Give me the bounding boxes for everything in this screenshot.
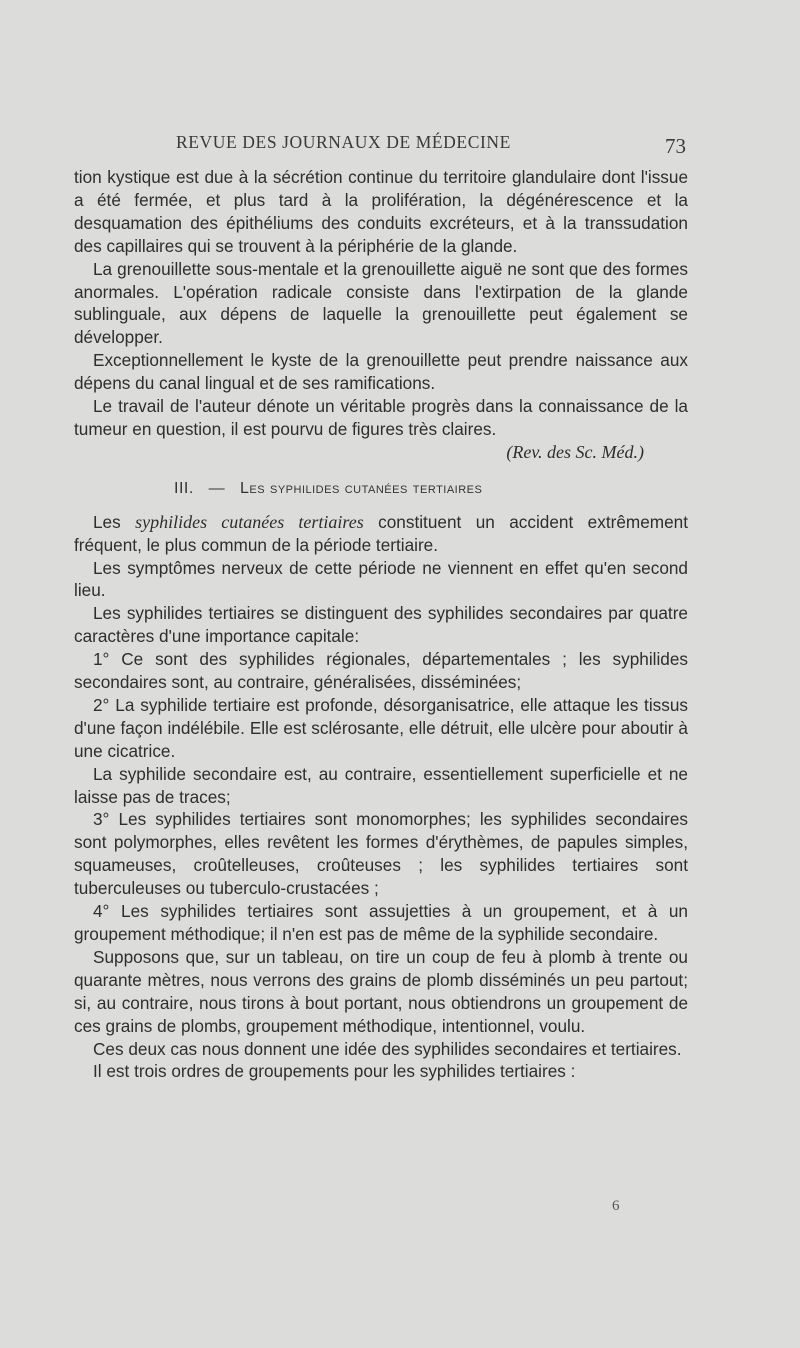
paragraph: Les syphilides tertiaires se distinguent des syphilides secondaires par quatre caractères d'une importance capitale: — [74, 603, 688, 647]
paragraph: Supposons que, sur un tableau, on tire un coup de feu à plomb à trente ou quarante mètres, nous verrons des grains de plomb disséminés un peu partout; si, au contraire, nous tirons à bout portant, nous obtiendrons un groupement de ces grains de plombs, groupement méthodique, intentionnel, voulu. — [74, 946, 688, 1036]
paragraph: tion kystique est due à la sécrétion continue du territoire glandulaire dont l'issue a été fermée, et plus tard à la prolifération, la dégénérescence et la desquamation des épithéliums des conduits excréteurs, et à la transsudation des capillaires qui se trouvent à la périphérie de la glande. — [74, 167, 688, 256]
text-run: constituent un accident extrêmement fréquent, le plus commun de la période tertiaire. — [74, 511, 688, 555]
section-heading — [74, 478, 688, 501]
paragraph: 3° Les syphilides tertiaires sont monomorphes; les syphilides secondaires sont polymorphes, elles revêtent les formes d'érythèmes, de papules simples, squameuses, croûtelleuses, croûteuses ; les syphilides tertiaires sont tuberculeuses ou tuberculo-crustacées ; — [74, 809, 688, 899]
citation: (Rev. des Sc. Méd.) — [506, 441, 644, 462]
body-text — [74, 166, 688, 1083]
section-dash: — — [208, 479, 226, 497]
running-title: REVUE DES JOURNAUX DE MÉDECINE — [176, 132, 511, 152]
paragraph: La grenouillette sous-mentale et la grenouillette aiguë ne sont que des formes anormales. L'opération radicale consiste dans l'extirpation de la glande sublinguale, aux dépens de laquelle la grenouillette peut également se développer. — [74, 258, 688, 348]
page-header — [74, 132, 690, 162]
section-title: Les syphilides cutanées tertiaires — [239, 479, 483, 497]
paragraph: La syphilide secondaire est, au contraire, essentiellement superficielle et ne laisse pas de traces; — [74, 763, 688, 807]
paragraph: Les symptômes nerveux de cette période ne viennent en effet qu'en second lieu. — [74, 557, 688, 601]
page-number: 73 — [665, 134, 686, 158]
paragraph: 4° Les syphilides tertiaires sont assujetties à un groupement, et à un groupement méthodique; il n'en est pas de même de la syphilide secondaire. — [74, 901, 688, 944]
paragraph: Exceptionnellement le kyste de la grenouillette peut prendre naissance aux dépens du canal lingual et de ses ramifications. — [74, 350, 688, 394]
paragraph — [74, 511, 688, 557]
paragraph: Il est trois ordres de groupements pour les syphilides tertiaires : — [93, 1061, 576, 1082]
signature-mark: 6 — [612, 1198, 620, 1214]
text-run: Les — [93, 511, 136, 532]
paragraph: 1° Ce sont des syphilides régionales, départementales ; les syphilides secondaires sont, au contraire, généralisées, disséminées; — [74, 649, 688, 693]
section-number: III. — [174, 479, 194, 497]
italic-term: syphilides cutanées tertiaires — [135, 511, 364, 532]
paragraph: Le travail de l'auteur dénote un véritable progrès dans la connaissance de la tumeur en question, il est pourvu de figures très claires. — [74, 396, 688, 439]
paragraph: 2° La syphilide tertiaire est profonde, désorganisatrice, elle attaque les tissus d'une façon indélébile. Elle est sclérosante, elle détruit, elle ulcère pour aboutir à une cicatrice. — [74, 694, 688, 761]
paragraph: Ces deux cas nous donnent une idée des syphilides secondaires et tertiaires. — [93, 1038, 682, 1059]
